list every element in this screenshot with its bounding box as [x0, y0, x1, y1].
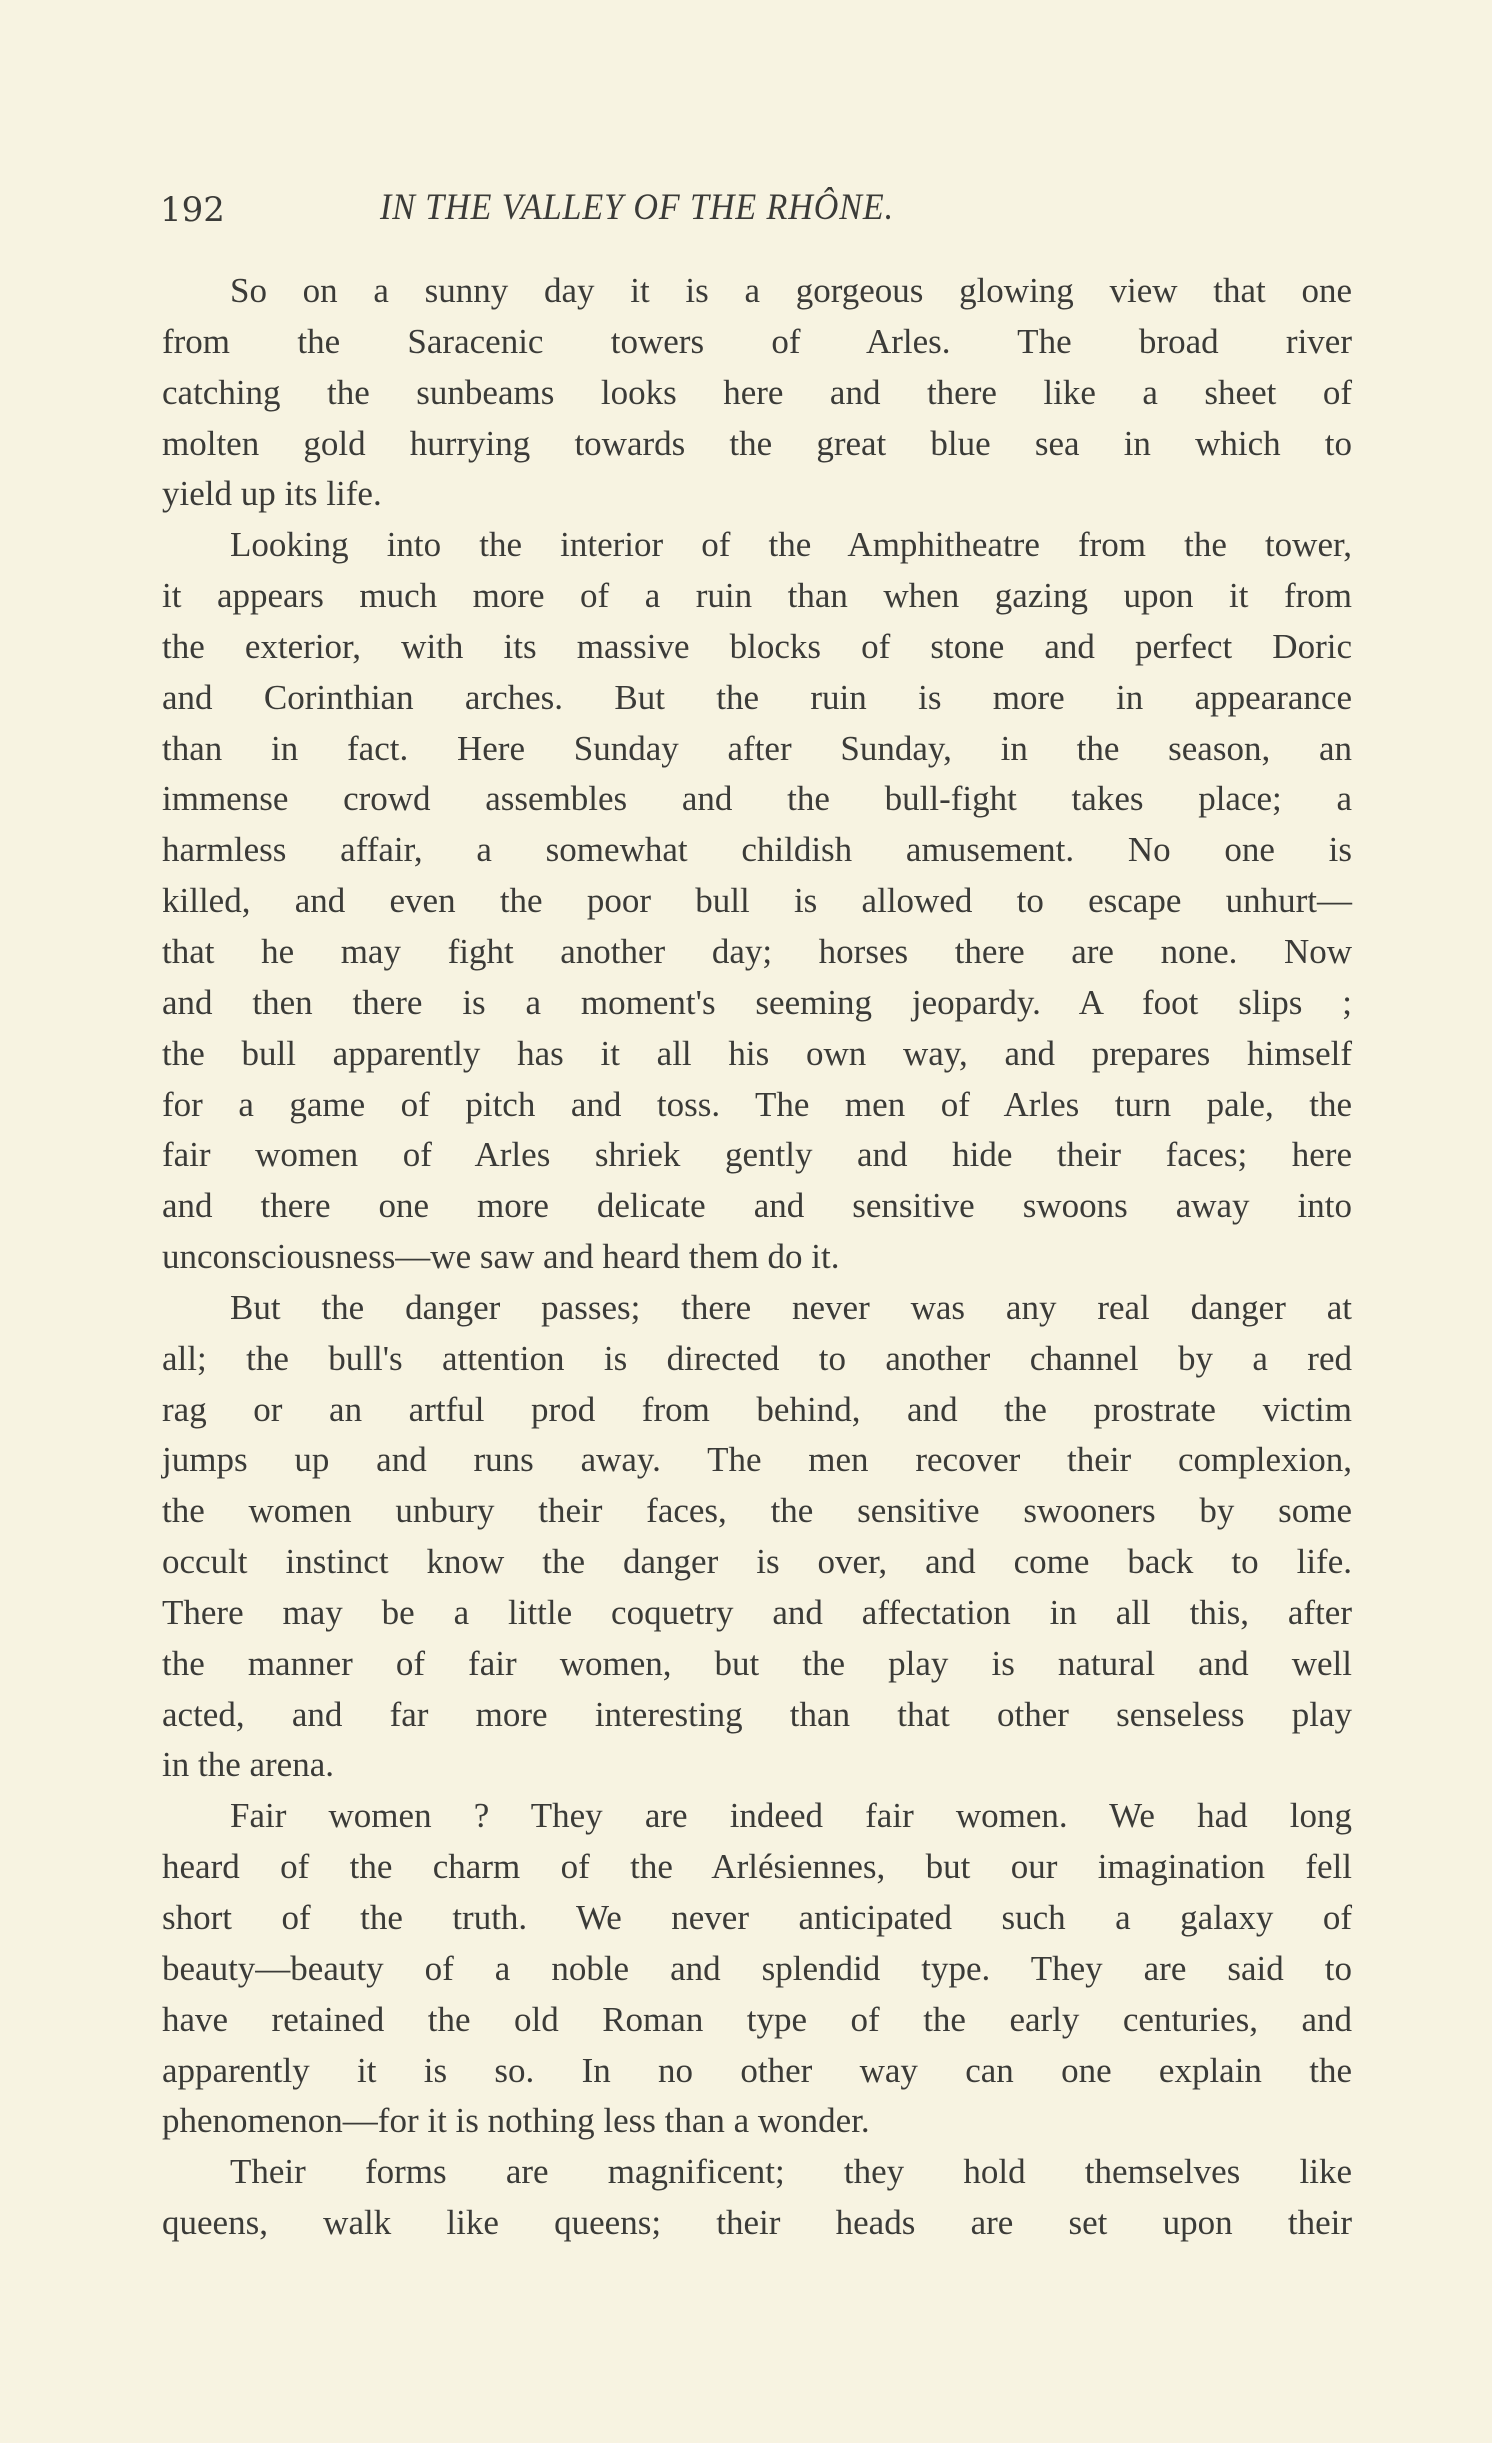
text-line: unconsciousness—we saw and heard them do it. — [162, 1237, 840, 1277]
body-text — [162, 266, 1352, 2249]
text-line: from the Saracenic towers of Arles. The broad river — [162, 321, 1352, 361]
text-line: phenomenon—for it is nothing less than a wonder. — [162, 2101, 870, 2141]
text-line: in the arena. — [162, 1745, 334, 1785]
text-line: jumps up and runs away. The men recover their complexion, — [162, 1440, 1352, 1480]
text-line: for a game of pitch and toss. The men of Arles turn pale, the — [162, 1084, 1352, 1124]
text-line: yield up its life. — [162, 474, 382, 514]
text-line: harmless affair, a somewhat childish amusement. No one is — [162, 830, 1352, 870]
text-line: catching the sunbeams looks here and there like a sheet of — [162, 372, 1352, 412]
text-line: it appears much more of a ruin than when gazing upon it from — [162, 576, 1352, 616]
text-line: and Corinthian arches. But the ruin is more in appearance — [162, 677, 1352, 717]
text-line: killed, and even the poor bull is allowed to escape unhurt— — [162, 881, 1352, 921]
text-line: There may be a little coquetry and affectation in all this, after — [162, 1592, 1352, 1632]
text-line: the manner of fair women, but the play is natural and well — [162, 1643, 1352, 1683]
page-number: 192 — [160, 190, 225, 230]
text-line: have retained the old Roman type of the early centuries, and — [162, 1999, 1352, 2039]
text-line: fair women of Arles shriek gently and hide their faces; here — [162, 1135, 1352, 1175]
text-line: heard of the charm of the Arlésiennes, but our imagination fell — [162, 1847, 1352, 1887]
text-line: Looking into the interior of the Amphitheatre from the tower, — [230, 525, 1352, 565]
paragraph — [162, 520, 1352, 1283]
paragraph — [162, 266, 1352, 520]
text-line: and there one more delicate and sensitive swoons away into — [162, 1186, 1352, 1226]
text-line: and then there is a moment's seeming jeopardy. A foot slips ; — [162, 982, 1352, 1022]
text-line: But the danger passes; there never was any real danger at — [230, 1287, 1352, 1327]
text-line: Their forms are magnificent; they hold themselves like — [230, 2152, 1352, 2192]
paragraph — [162, 2147, 1352, 2249]
text-line: apparently it is so. In no other way can one explain the — [162, 2050, 1352, 2090]
text-line: immense crowd assembles and the bull-fight takes place; a — [162, 779, 1352, 819]
text-line: Fair women ? They are indeed fair women. We had long — [230, 1796, 1352, 1836]
text-line: all; the bull's attention is directed to another channel by a red — [162, 1338, 1352, 1378]
text-line: the bull apparently has it all his own way, and prepares himself — [162, 1033, 1352, 1073]
running-title: IN THE VALLEY OF THE RHÔNE. — [380, 187, 895, 228]
text-line: the women unbury their faces, the sensitive swooners by some — [162, 1491, 1352, 1531]
text-line: beauty—beauty of a noble and splendid type. They are said to — [162, 1948, 1352, 1988]
text-line: acted, and far more interesting than that other senseless play — [162, 1694, 1352, 1734]
text-line: molten gold hurrying towards the great blue sea in which to — [162, 423, 1352, 463]
text-line: queens, walk like queens; their heads are set upon their — [162, 2203, 1352, 2243]
text-line: So on a sunny day it is a gorgeous glowing view that one — [230, 271, 1352, 310]
text-line: the exterior, with its massive blocks of stone and perfect Doric — [162, 626, 1352, 666]
paragraph — [162, 1283, 1352, 1791]
text-line: short of the truth. We never anticipated such a galaxy of — [162, 1898, 1352, 1937]
paragraph — [162, 1791, 1352, 2147]
text-line: than in fact. Here Sunday after Sunday, in the season, an — [162, 728, 1352, 768]
text-line: rag or an artful prod from behind, and the prostrate victim — [162, 1389, 1352, 1429]
text-line: that he may fight another day; horses there are none. Now — [162, 931, 1352, 971]
text-line: occult instinct know the danger is over, and come back to life. — [162, 1542, 1352, 1582]
